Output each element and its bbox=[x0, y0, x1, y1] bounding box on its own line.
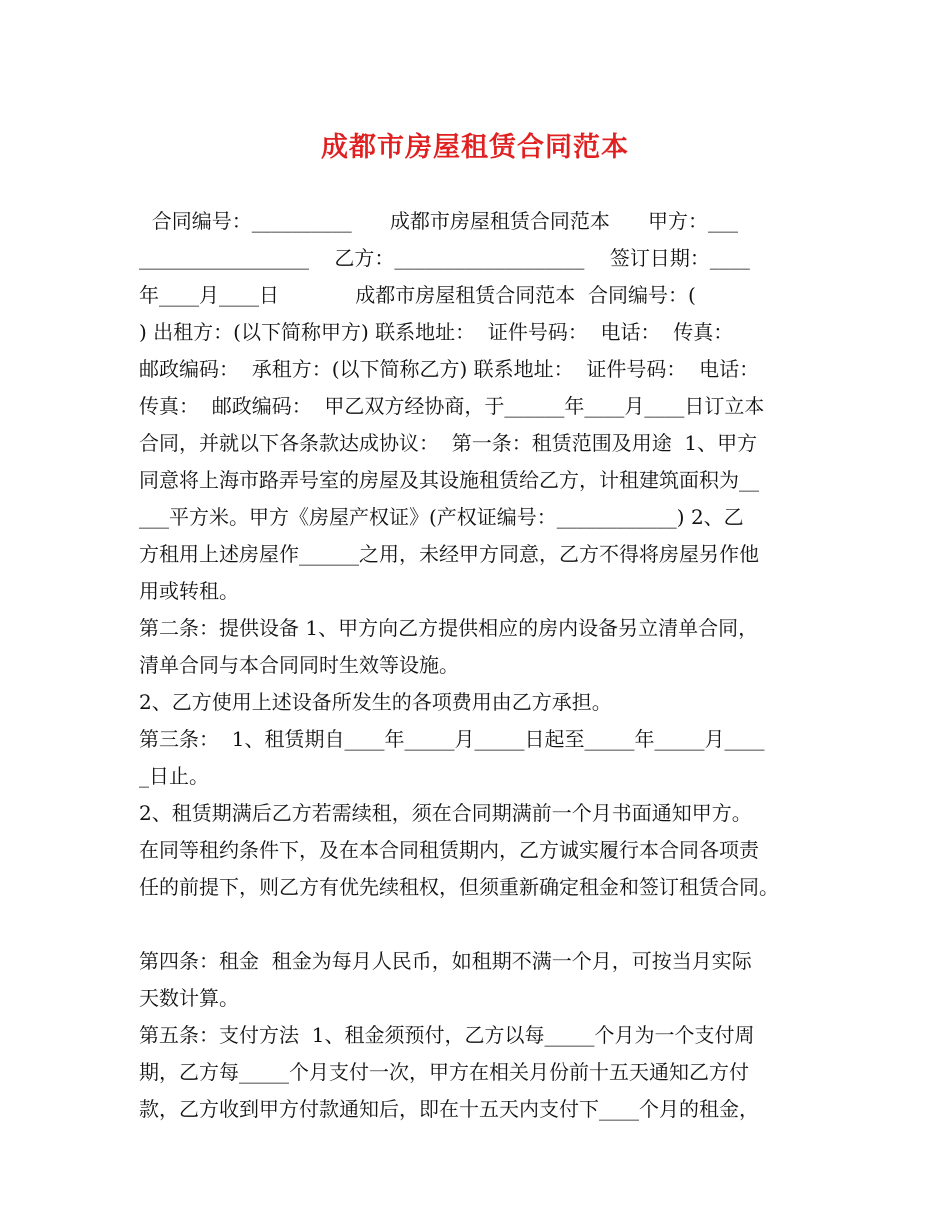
body-line: _日止。 bbox=[139, 764, 209, 788]
body-line: 清单合同与本合同同时生效等设施。 bbox=[139, 653, 459, 677]
body-line: 合同，并就以下各条款达成协议： 第一条：租赁范围及用途 1、甲方 bbox=[139, 431, 758, 455]
body-line: 邮政编码： 承租方：(以下简称乙方) 联系地址： 证件号码： 电话： bbox=[139, 357, 760, 381]
body-line: 期，乙方每_____个月支付一次，甲方在相关月份前十五天通知乙方付 bbox=[139, 1060, 749, 1084]
document-body bbox=[139, 203, 839, 1128]
body-line: 第二条：提供设备 1、甲方向乙方提供相应的房内设备另立清单合同， bbox=[139, 616, 759, 640]
body-line: 年____月____日 成都市房屋租赁合同范本 合同编号：( bbox=[139, 283, 696, 307]
blank-line bbox=[139, 906, 839, 943]
body-line: 第五条：支付方法 1、租金须预付，乙方以每_____个月为一个支付周 bbox=[139, 1023, 755, 1047]
body-line: 天数计算。 bbox=[139, 986, 239, 1010]
body-line: ___平方米。甲方《房屋产权证》(产权证编号：____________) 2、乙 bbox=[139, 505, 744, 529]
body-line: 同意将上海市路弄号室的房屋及其设施租赁给乙方，计租建筑面积为__ bbox=[139, 468, 759, 492]
document-title: 成都市房屋租赁合同范本 bbox=[321, 132, 629, 163]
body-line: 款，乙方收到甲方付款通知后，即在十五天内支付下____个月的租金， bbox=[139, 1097, 759, 1121]
body-line: 合同编号：__________ 成都市房屋租赁合同范本 甲方：___ bbox=[139, 209, 739, 233]
body-line: 传真： 邮政编码： 甲乙双方经协商，于______年____月____日订立本 bbox=[139, 394, 765, 418]
body-line: 2、租赁期满后乙方若需续租，须在合同期满前一个月书面通知甲方。 bbox=[139, 801, 752, 825]
body-line: 用或转租。 bbox=[139, 579, 239, 603]
body-line: _________________ 乙方：___________________ 签订日期：____ bbox=[139, 246, 750, 270]
body-line: 方租用上述房屋作______之用，未经甲方同意，乙方不得将房屋另作他 bbox=[139, 542, 759, 566]
body-line: 在同等租约条件下，及在本合同租赁期内，乙方诚实履行本合同各项责 bbox=[139, 838, 759, 862]
body-line: 任的前提下，则乙方有优先续租权，但须重新确定租金和签订租赁合同。 bbox=[139, 875, 779, 899]
body-line: ) 出租方：(以下简称甲方) 联系地址： 证件号码： 电话： 传真： bbox=[139, 320, 734, 344]
body-line: 第四条：租金 租金为每月人民币，如租期不满一个月，可按当月实际 bbox=[139, 949, 752, 973]
body-line: 第三条： 1、租赁期自____年_____月_____日起至_____年_____月____ bbox=[139, 727, 765, 751]
body-line: 2、乙方使用上述设备所发生的各项费用由乙方承担。 bbox=[139, 690, 612, 714]
